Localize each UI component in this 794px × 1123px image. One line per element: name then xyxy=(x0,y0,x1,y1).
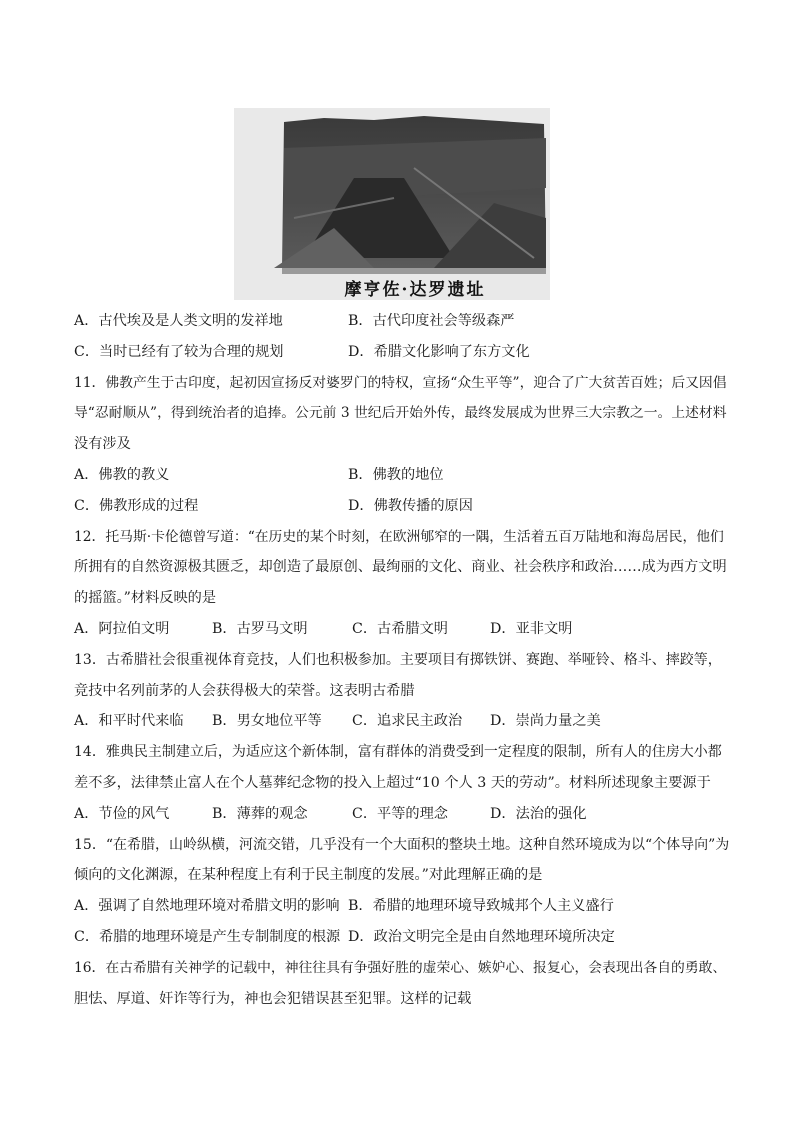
q15-options-row-1 xyxy=(74,891,730,922)
q10-option-c[interactable]: C．当时已经有了较为合理的规划 xyxy=(74,343,284,360)
q14-options-row xyxy=(74,799,730,830)
q15-stem-line-1: 15．“在希腊，山岭纵横，河流交错，几乎没有一个大面积的整块土地。这种自然环境成为以“个体导向”为 xyxy=(74,836,730,853)
q11-option-d[interactable]: D．佛教传播的原因 xyxy=(348,497,473,514)
q11-stem-line-1: 11．佛教产生于古印度，起初因宣扬反对婆罗门的特权，宣扬“众生平等”，迎合了广大贫苦百姓；后又因倡 xyxy=(74,374,727,391)
q12-option-b[interactable]: B．古罗马文明 xyxy=(212,620,308,637)
q13-options-row xyxy=(74,706,730,737)
q11-option-b[interactable]: B．佛教的地位 xyxy=(348,466,444,483)
q10-options-row-2 xyxy=(74,337,730,368)
q11-option-a[interactable]: A．佛教的教义 xyxy=(74,466,170,483)
question-sheet xyxy=(74,306,730,1014)
q14-option-d[interactable]: D．法治的强化 xyxy=(490,805,587,822)
q10-option-a[interactable]: A．古代埃及是人类文明的发祥地 xyxy=(74,313,283,329)
q15-options-row-2 xyxy=(74,922,730,953)
q14-option-b[interactable]: B．薄葬的观念 xyxy=(212,805,308,822)
q11-options-row-1 xyxy=(74,460,730,491)
q12-stem-line-1: 12．托马斯·卡伦德曾写道：“在历史的某个时刻，在欧洲郇窄的一隅，生活着五百万陆地和海岛居民，他们 xyxy=(74,528,724,545)
q13-option-d[interactable]: D．崇尚力量之美 xyxy=(490,713,601,730)
q16-stem-line-2: 胆怯、厚道、奸诈等行为，神也会犯错误甚至犯罪。这样的记载 xyxy=(74,990,472,1007)
q12-option-a[interactable]: A．阿拉伯文明 xyxy=(74,620,170,637)
q14-stem-line-2: 差不多，法律禁止富人在个人墓葬纪念物的投入上超过“10 个人 3 天的劳动”。材料所述现象主要源于 xyxy=(74,774,711,791)
q12-stem-line-2: 所拥有的自然资源极其匮乏，却创造了最原创、最绚丽的文化、商业、社会秩序和政治……成为西方文明 xyxy=(74,559,727,576)
q13-option-a[interactable]: A．和平时代来临 xyxy=(74,713,184,730)
q14-option-c[interactable]: C．平等的理念 xyxy=(352,805,448,822)
q13-option-c[interactable]: C．追求民主政治 xyxy=(352,713,463,730)
q15-stem-line-2: 倾向的文化渊源，在某种程度上有利于民主制度的发展。”对此理解正确的是 xyxy=(74,867,543,884)
q11-options-row-2 xyxy=(74,491,730,522)
q15-option-a[interactable]: A．强调了自然地理环境对希腊文明的影响 xyxy=(74,898,340,915)
q16-stem-line-1: 16．在古希腊有关神学的记载中，神往往具有争强好胜的虚荣心、嫉妒心、报复心，会表现出各自的勇敢、 xyxy=(74,959,727,976)
photo-caption: 摩亨佐·达罗遗址 xyxy=(344,280,486,300)
q13-stem-line-2: 竞技中名列前茅的人会获得极大的荣誉。这表明古希腊 xyxy=(74,682,415,699)
q14-option-a[interactable]: A．节俭的风气 xyxy=(74,805,170,822)
q12-stem-line-3: 的摇篮。”材料反映的是 xyxy=(74,590,217,607)
q10-option-d[interactable]: D．希腊文化影响了东方文化 xyxy=(348,343,530,360)
q10-options-row-1 xyxy=(74,306,730,337)
q12-option-c[interactable]: C．古希腊文明 xyxy=(352,620,448,637)
q15-option-b[interactable]: B．希腊的地理环境导致城邦个人主义盛行 xyxy=(348,898,614,915)
q15-option-c[interactable]: C．希腊的地理环境是产生专制制度的根源 xyxy=(74,928,341,945)
q13-stem-line-1: 13．古希腊社会很重视体育竞技，人们也积极参加。主要项目有掷铁饼、赛跑、举哑铃、格斗、摔跤等， xyxy=(74,651,722,668)
q15-option-d[interactable]: D．政治文明完全是由自然地理环境所决定 xyxy=(348,928,615,945)
q13-option-b[interactable]: B．男女地位平等 xyxy=(212,713,322,730)
q10-option-b[interactable]: B．古代印度社会等级森严 xyxy=(348,313,515,329)
ruins-photo-image xyxy=(234,108,550,300)
ruins-photo xyxy=(234,108,550,300)
q11-stem-line-3: 没有涉及 xyxy=(74,436,131,453)
q14-stem-line-1: 14．雅典民主制建立后，为适应这个新体制，富有群体的消费受到一定程度的限制，所有人的住房大小都 xyxy=(74,744,722,761)
q12-options-row xyxy=(74,614,730,645)
q11-stem-line-2: 导“忍耐顺从”，得到统治者的追捧。公元前 3 世纪后开始外传，最终发展成为世界三大宗教之一。上述材料 xyxy=(74,405,727,422)
q11-option-c[interactable]: C．佛教形成的过程 xyxy=(74,497,199,514)
q12-option-d[interactable]: D．亚非文明 xyxy=(490,620,573,637)
